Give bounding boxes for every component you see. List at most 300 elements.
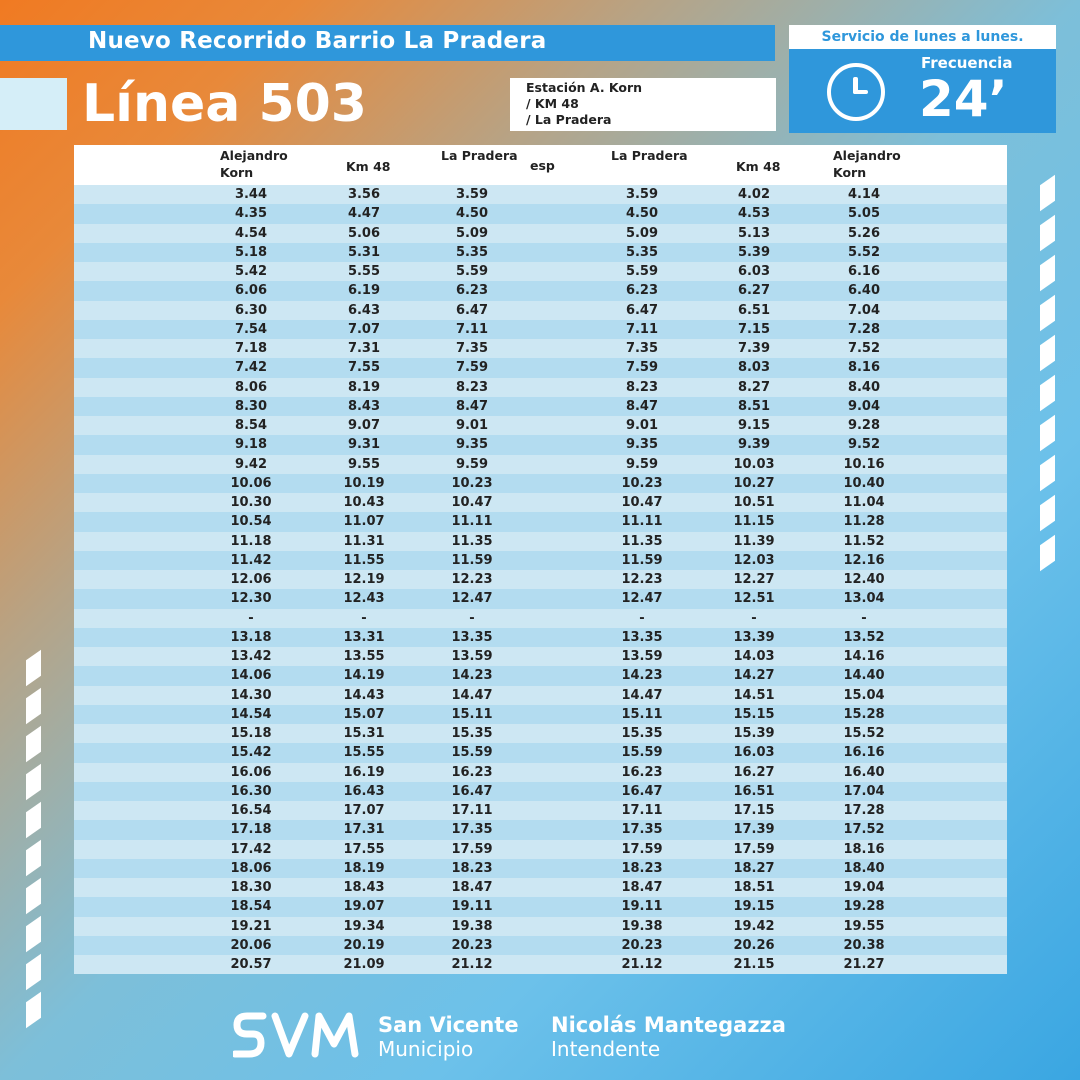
- table-cell: 9.01: [625, 418, 659, 433]
- stripe: [1040, 535, 1055, 572]
- table-cell: 8.03: [737, 360, 771, 376]
- table-cell: 4.50: [625, 206, 659, 222]
- table-cell: 14.27: [733, 668, 775, 684]
- table-cell: 17.18: [230, 822, 272, 838]
- table-cell: 17.52: [843, 822, 885, 838]
- table-cell: 16.40: [843, 764, 885, 780]
- table-body: [74, 185, 1007, 974]
- table-cell: 5.09: [625, 225, 659, 241]
- table-cell: 6.16: [847, 264, 881, 279]
- table-cell: 14.47: [621, 687, 663, 703]
- column-header: La Pradera: [611, 148, 688, 163]
- table-cell: 20.57: [230, 957, 272, 972]
- table-cell: 17.31: [343, 822, 385, 838]
- table-cell: 11.11: [451, 514, 493, 530]
- table-cell: 11.39: [733, 533, 775, 549]
- table-cell: 10.40: [843, 475, 885, 491]
- table-cell: 10.43: [343, 495, 385, 510]
- table-cell: -: [248, 610, 254, 626]
- table-cell: 4.14: [847, 187, 881, 202]
- stripe: [26, 650, 41, 687]
- table-cell: 4.35: [234, 206, 268, 222]
- table-cell: 11.35: [621, 533, 663, 549]
- table-cell: 8.54: [234, 418, 268, 433]
- table-cell: 18.43: [343, 880, 385, 895]
- table-cell: 16.43: [343, 783, 385, 799]
- table-cell: 10.54: [230, 514, 272, 530]
- table-cell: 12.19: [343, 572, 385, 587]
- stripe: [1040, 295, 1055, 332]
- timetable: [74, 145, 1007, 974]
- table-cell: 6.47: [625, 302, 659, 318]
- table-cell: 19.07: [343, 899, 385, 915]
- table-cell: 12.47: [451, 591, 493, 607]
- table-cell: 7.28: [847, 321, 881, 337]
- table-cell: 5.31: [347, 244, 381, 260]
- table-cell: 7.39: [737, 341, 771, 356]
- table-cell: 15.18: [230, 726, 272, 741]
- table-cell: 18.23: [451, 860, 493, 876]
- table-row: [74, 301, 1007, 320]
- table-cell: 16.23: [451, 764, 493, 780]
- table-cell: 7.04: [847, 302, 881, 318]
- table-cell: 6.23: [625, 283, 659, 299]
- table-cell: 18.30: [230, 880, 272, 895]
- table-cell: 13.39: [733, 629, 775, 645]
- table-row: [74, 204, 1007, 223]
- table-cell: 15.31: [343, 726, 385, 741]
- stripe: [26, 802, 41, 839]
- table-cell: 6.43: [347, 302, 381, 318]
- table-cell: 12.30: [230, 591, 272, 607]
- table-cell: 13.59: [621, 649, 663, 664]
- table-cell: 16.51: [733, 783, 775, 799]
- table-cell: 11.59: [621, 552, 663, 568]
- table-cell: 14.06: [230, 668, 272, 684]
- table-cell: 17.42: [230, 841, 272, 857]
- table-row: [74, 358, 1007, 377]
- table-cell: 8.43: [347, 398, 381, 414]
- table-cell: 16.54: [230, 803, 272, 818]
- table-cell: 6.23: [455, 283, 489, 299]
- table-cell: 7.59: [625, 360, 659, 376]
- table-cell: 19.55: [843, 918, 885, 934]
- table-cell: 5.13: [737, 225, 771, 241]
- table-cell: 13.04: [843, 591, 885, 607]
- table-cell: 11.11: [621, 514, 663, 530]
- table-row: [74, 589, 1007, 608]
- table-cell: 13.18: [230, 629, 272, 645]
- table-cell: 6.30: [234, 302, 268, 318]
- table-cell: 12.03: [733, 552, 775, 568]
- stripe: [1040, 375, 1055, 412]
- table-row: [74, 609, 1007, 628]
- stripe: [26, 916, 41, 953]
- table-cell: -: [751, 610, 757, 626]
- table-cell: 13.52: [843, 629, 885, 645]
- table-cell: 4.54: [234, 225, 268, 241]
- table-cell: 7.35: [455, 341, 489, 356]
- table-cell: 15.28: [843, 706, 885, 722]
- table-cell: -: [861, 610, 867, 626]
- column-header: esp: [530, 158, 555, 173]
- table-cell: 11.15: [733, 514, 775, 530]
- table-cell: 14.47: [451, 687, 493, 703]
- stripe: [1040, 335, 1055, 372]
- table-cell: 17.39: [733, 822, 775, 838]
- svm-logo: [233, 1010, 365, 1066]
- table-cell: 10.27: [733, 475, 775, 491]
- stripe: [26, 726, 41, 763]
- municipality-name: San Vicente: [378, 1013, 519, 1037]
- table-cell: 3.59: [455, 187, 489, 202]
- table-cell: 18.06: [230, 860, 272, 876]
- table-cell: 7.11: [625, 321, 659, 337]
- table-cell: 15.04: [843, 687, 885, 703]
- table-row: [74, 224, 1007, 243]
- table-cell: 6.40: [847, 283, 881, 299]
- table-row: [74, 743, 1007, 762]
- table-cell: 12.06: [230, 572, 272, 587]
- table-cell: 7.31: [347, 341, 381, 356]
- table-cell: 4.02: [737, 187, 771, 202]
- table-row: [74, 378, 1007, 397]
- table-cell: 14.03: [733, 649, 775, 664]
- table-row: [74, 666, 1007, 685]
- table-cell: 16.06: [230, 764, 272, 780]
- table-cell: 20.26: [733, 937, 775, 953]
- column-header: La Pradera: [441, 148, 518, 163]
- table-cell: 13.31: [343, 629, 385, 645]
- table-cell: 9.04: [847, 398, 881, 414]
- table-cell: 19.38: [621, 918, 663, 934]
- table-cell: 18.54: [230, 899, 272, 915]
- table-cell: 11.07: [343, 514, 385, 530]
- table-cell: 9.35: [455, 437, 489, 453]
- table-cell: 15.35: [451, 726, 493, 741]
- table-cell: 7.42: [234, 360, 268, 376]
- table-cell: 9.01: [455, 418, 489, 433]
- stripe: [26, 954, 41, 991]
- table-cell: 4.53: [737, 206, 771, 222]
- table-row: [74, 320, 1007, 339]
- table-row: [74, 917, 1007, 936]
- table-cell: 10.03: [733, 456, 775, 472]
- table-row: [74, 820, 1007, 839]
- column-header: Km 48: [736, 159, 781, 174]
- table-cell: 14.43: [343, 687, 385, 703]
- table-cell: 13.55: [343, 649, 385, 664]
- table-cell: 15.39: [733, 726, 775, 741]
- table-cell: 15.11: [621, 706, 663, 722]
- table-cell: 18.27: [733, 860, 775, 876]
- table-cell: 6.27: [737, 283, 771, 299]
- table-cell: 9.15: [737, 418, 771, 433]
- table-cell: 6.47: [455, 302, 489, 318]
- table-cell: 8.47: [625, 398, 659, 414]
- table-cell: 11.04: [843, 495, 885, 510]
- table-cell: 5.35: [625, 244, 659, 260]
- route-stop: Estación A. Korn: [526, 80, 643, 95]
- table-cell: 15.35: [621, 726, 663, 741]
- table-cell: 20.06: [230, 937, 272, 953]
- table-cell: 19.11: [451, 899, 493, 915]
- table-cell: 16.23: [621, 764, 663, 780]
- table-row: [74, 724, 1007, 743]
- decorative-box: [0, 78, 67, 130]
- table-cell: 6.06: [234, 283, 268, 299]
- stripe: [1040, 255, 1055, 292]
- table-cell: 7.11: [455, 321, 489, 337]
- table-cell: 17.07: [343, 803, 385, 818]
- route-box: [510, 78, 776, 131]
- table-cell: 17.28: [843, 803, 885, 818]
- table-cell: 5.42: [234, 264, 268, 279]
- table-row: [74, 897, 1007, 916]
- table-cell: 9.18: [234, 437, 268, 453]
- table-cell: 19.28: [843, 899, 885, 915]
- table-cell: 5.59: [455, 264, 489, 279]
- table-cell: 13.35: [621, 629, 663, 645]
- stripe: [1040, 455, 1055, 492]
- table-cell: 9.42: [234, 456, 268, 472]
- table-cell: 11.28: [843, 514, 885, 530]
- table-cell: 12.23: [621, 572, 663, 587]
- table-cell: 17.59: [451, 841, 493, 857]
- stripe: [1040, 495, 1055, 532]
- table-cell: 14.23: [451, 668, 493, 684]
- table-cell: 14.16: [843, 649, 885, 664]
- table-cell: 6.51: [737, 302, 771, 318]
- table-cell: 6.19: [347, 283, 381, 299]
- table-row: [74, 551, 1007, 570]
- table-cell: 19.15: [733, 899, 775, 915]
- table-cell: 5.52: [847, 244, 881, 260]
- table-cell: 3.59: [625, 187, 659, 202]
- table-cell: 9.35: [625, 437, 659, 453]
- table-cell: 11.42: [230, 552, 272, 568]
- table-cell: 5.35: [455, 244, 489, 260]
- table-row: [74, 262, 1007, 281]
- table-cell: 6.03: [737, 264, 771, 279]
- table-cell: 9.59: [455, 456, 489, 472]
- table-cell: 21.15: [733, 957, 775, 972]
- table-row: [74, 397, 1007, 416]
- route-stop: / La Pradera: [526, 112, 612, 127]
- table-cell: 19.34: [343, 918, 385, 934]
- table-cell: 17.11: [451, 803, 493, 818]
- table-cell: 7.52: [847, 341, 881, 356]
- service-days: Servicio de lunes a lunes.: [789, 25, 1056, 49]
- table-cell: 7.55: [347, 360, 381, 376]
- mayor-name: Nicolás Mantegazza: [551, 1013, 786, 1037]
- table-cell: 9.39: [737, 437, 771, 453]
- municipality-block: [378, 1012, 519, 1060]
- table-cell: 20.38: [843, 937, 885, 953]
- table-cell: 11.59: [451, 552, 493, 568]
- table-cell: 15.52: [843, 726, 885, 741]
- table-cell: 10.47: [451, 495, 493, 510]
- line-number: Línea 503: [82, 74, 367, 134]
- table-cell: 19.04: [843, 880, 885, 895]
- table-cell: 7.59: [455, 360, 489, 376]
- table-cell: 15.07: [343, 706, 385, 722]
- table-cell: 8.16: [847, 360, 881, 376]
- table-row: [74, 185, 1007, 204]
- table-cell: 21.12: [621, 957, 663, 972]
- table-cell: 9.52: [847, 437, 881, 453]
- table-row: [74, 512, 1007, 531]
- table-cell: 18.16: [843, 841, 885, 857]
- table-cell: 15.15: [733, 706, 775, 722]
- table-row: [74, 281, 1007, 300]
- page-title: Nuevo Recorrido Barrio La Pradera: [88, 28, 547, 54]
- table-cell: 5.55: [347, 264, 381, 279]
- route-stop: / KM 48: [526, 96, 579, 111]
- table-row: [74, 435, 1007, 454]
- table-cell: -: [361, 610, 367, 626]
- table-cell: 5.09: [455, 225, 489, 241]
- table-cell: 13.59: [451, 649, 493, 664]
- table-cell: 21.09: [343, 957, 385, 972]
- table-cell: 17.59: [733, 841, 775, 857]
- mayor-label: Intendente: [551, 1037, 661, 1061]
- table-cell: 20.23: [621, 937, 663, 953]
- table-cell: 14.51: [733, 687, 775, 703]
- table-cell: 10.16: [843, 456, 885, 472]
- table-cell: 8.06: [234, 379, 268, 395]
- table-cell: 21.12: [451, 957, 493, 972]
- table-cell: 7.15: [737, 321, 771, 337]
- table-cell: 3.56: [347, 187, 381, 202]
- table-row: [74, 840, 1007, 859]
- table-cell: 8.47: [455, 398, 489, 414]
- table-cell: 11.52: [843, 533, 885, 549]
- table-cell: 17.55: [343, 841, 385, 857]
- table-cell: 16.47: [621, 783, 663, 799]
- table-cell: 14.54: [230, 706, 272, 722]
- table-cell: 10.47: [621, 495, 663, 510]
- table-cell: 11.35: [451, 533, 493, 549]
- table-cell: 8.23: [625, 379, 659, 395]
- table-row: [74, 493, 1007, 512]
- table-row: [74, 570, 1007, 589]
- table-row: [74, 416, 1007, 435]
- table-cell: 8.27: [737, 379, 771, 395]
- table-cell: 13.35: [451, 629, 493, 645]
- table-cell: 5.59: [625, 264, 659, 279]
- table-row: [74, 763, 1007, 782]
- table-cell: 18.47: [621, 880, 663, 895]
- table-cell: 8.23: [455, 379, 489, 395]
- table-cell: 3.44: [234, 187, 268, 202]
- table-cell: 8.30: [234, 398, 268, 414]
- table-cell: 15.42: [230, 745, 272, 761]
- table-cell: 18.40: [843, 860, 885, 876]
- table-cell: 12.40: [843, 572, 885, 587]
- table-cell: 9.28: [847, 418, 881, 433]
- table-cell: 15.11: [451, 706, 493, 722]
- table-row: [74, 936, 1007, 955]
- stripe: [26, 878, 41, 915]
- table-cell: -: [469, 610, 475, 626]
- mayor-block: [551, 1012, 786, 1060]
- table-cell: 12.27: [733, 572, 775, 587]
- table-row: [74, 628, 1007, 647]
- table-cell: 7.07: [347, 321, 381, 337]
- table-cell: 16.03: [733, 745, 775, 761]
- table-cell: 8.19: [347, 379, 381, 395]
- table-cell: 16.19: [343, 764, 385, 780]
- table-cell: 10.06: [230, 475, 272, 491]
- table-cell: 16.16: [843, 745, 885, 761]
- table-cell: 10.30: [230, 495, 272, 510]
- table-cell: 19.38: [451, 918, 493, 934]
- frequency-label: Frecuencia: [921, 54, 1013, 72]
- table-cell: 14.30: [230, 687, 272, 703]
- frequency-value: 24’: [919, 70, 1008, 128]
- table-cell: 7.18: [234, 341, 268, 356]
- table-row: [74, 532, 1007, 551]
- table-cell: 10.51: [733, 495, 775, 510]
- table-cell: 15.55: [343, 745, 385, 761]
- table-cell: 11.55: [343, 552, 385, 568]
- table-cell: 5.26: [847, 225, 881, 241]
- stripe: [1040, 215, 1055, 252]
- column-header: Alejandro Korn: [833, 148, 901, 180]
- table-cell: 10.23: [451, 475, 493, 491]
- table-cell: 17.04: [843, 783, 885, 799]
- stripe: [1040, 175, 1055, 212]
- stripe: [26, 840, 41, 877]
- table-cell: 17.59: [621, 841, 663, 857]
- table-cell: 15.59: [621, 745, 663, 761]
- table-cell: 7.54: [234, 321, 268, 337]
- table-row: [74, 686, 1007, 705]
- column-header: Km 48: [346, 159, 391, 174]
- table-cell: 12.23: [451, 572, 493, 587]
- table-cell: 16.30: [230, 783, 272, 799]
- table-cell: 14.23: [621, 668, 663, 684]
- table-cell: 10.19: [343, 475, 385, 491]
- table-cell: 11.31: [343, 533, 385, 549]
- municipality-label: Municipio: [378, 1037, 474, 1061]
- table-row: [74, 955, 1007, 974]
- table-cell: 9.55: [347, 456, 381, 472]
- table-cell: 9.07: [347, 418, 381, 433]
- table-cell: 18.51: [733, 880, 775, 895]
- table-cell: 12.51: [733, 591, 775, 607]
- table-cell: 19.11: [621, 899, 663, 915]
- table-cell: 9.31: [347, 437, 381, 453]
- table-cell: 14.19: [343, 668, 385, 684]
- stripe: [26, 992, 41, 1029]
- table-cell: 18.47: [451, 880, 493, 895]
- table-cell: 11.18: [230, 533, 272, 549]
- table-row: [74, 474, 1007, 493]
- table-cell: 19.42: [733, 918, 775, 934]
- stripe: [26, 764, 41, 801]
- table-cell: 16.47: [451, 783, 493, 799]
- table-cell: 17.11: [621, 803, 663, 818]
- table-cell: 5.39: [737, 244, 771, 260]
- table-cell: 4.47: [347, 206, 381, 222]
- table-cell: 16.27: [733, 764, 775, 780]
- table-cell: 5.06: [347, 225, 381, 241]
- table-cell: 14.40: [843, 668, 885, 684]
- table-cell: 18.19: [343, 860, 385, 876]
- table-cell: 8.40: [847, 379, 881, 395]
